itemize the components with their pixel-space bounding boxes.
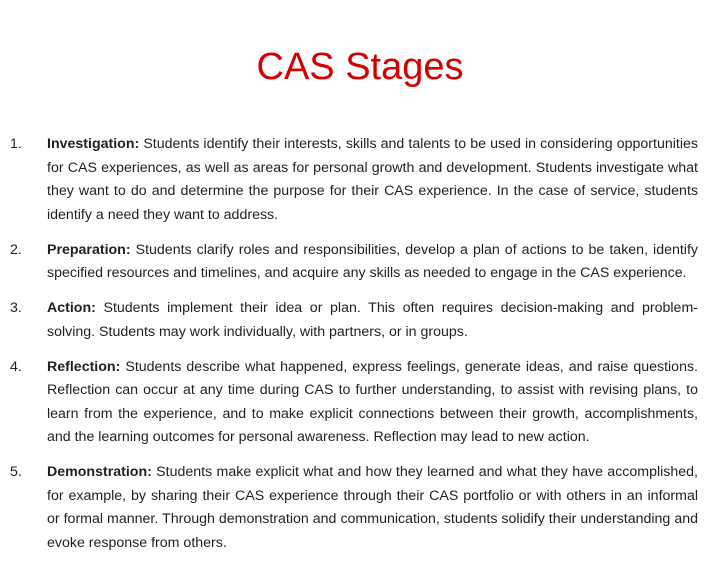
stage-description: Students clarify roles and responsibilities, develop a plan of actions to be taken, identify specified resources and timelines, and acquire any skills as needed to engage in the CAS experience. <box>47 241 698 281</box>
stage-number: 4. <box>10 358 22 375</box>
stage-number: 3. <box>10 300 22 316</box>
slide-title: CAS Stages <box>256 46 464 88</box>
stage-description: Students identify their interests, skills and talents to be used in considering opportunities for CAS experiences, as well as areas for personal growth and development. Students investigate what they want to do and determine the purpose for their CAS experience. In the case of service, students identify a need they want to address. <box>47 136 698 223</box>
stage-term: Reflection: <box>47 358 121 375</box>
stage-description: Students make explicit what and how they learned and what they have accomplished, for example, by sharing their CAS experience through their CAS portfolio or with others in an informal or formal manner. Through demonstration and communication, students solidify their understanding and evoke response from others. <box>47 464 698 551</box>
stage-list <box>10 133 698 567</box>
stage-term: Preparation: <box>47 241 131 258</box>
stage-term: Action: <box>47 300 96 316</box>
stage-description: Students describe what happened, express feelings, generate ideas, and raise questions. Reflection can occur at any time during CAS to further understanding, to assist with revising plans, to learn from the experience, and to make explicit connections between their growth, accomplishments, and the learning outcomes for personal awareness. Reflection may lead to new action. <box>47 358 698 445</box>
stage-item-reflection <box>10 356 698 450</box>
stage-number: 2. <box>10 241 22 258</box>
stage-number: 5. <box>10 464 22 480</box>
stage-number: 1. <box>10 136 22 152</box>
stage-item-preparation <box>10 239 698 286</box>
stage-item-investigation <box>10 133 698 227</box>
stage-term: Investigation: <box>47 136 140 152</box>
stage-item-demonstration <box>10 461 698 555</box>
stage-term: Demonstration: <box>47 464 152 480</box>
stage-item-action <box>10 297 698 344</box>
stage-description: Students implement their idea or plan. This often requires decision-making and problem-solving. Students may work individually, with partners, or in groups. <box>47 300 698 340</box>
